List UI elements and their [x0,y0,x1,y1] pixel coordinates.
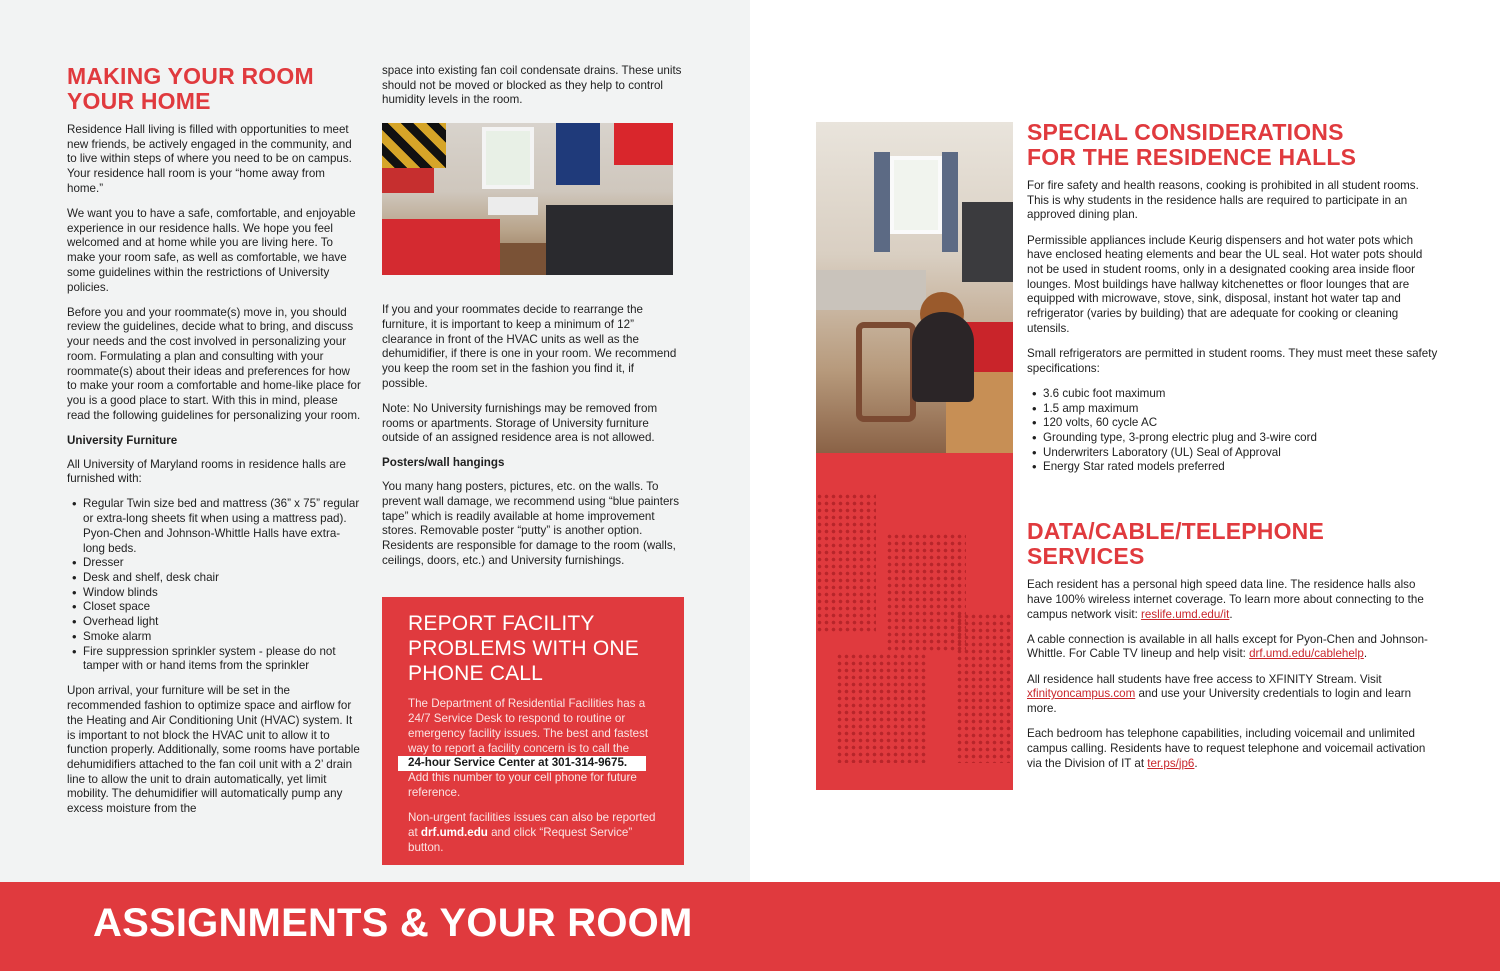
list-item: • Desk and shelf, desk chair [67,571,362,586]
appliances-paragraph: Permissible appliances include Keurig dispensers and hot water pots which have enclosed heating elements and bear the UL seal. Hot water pots should not be used in student rooms, only in a designated cooking area inside floor lounges. Most buildings have hallway kitchenettes or floor lounges that are equipped with microwave, stove, sink, disposal, instant hot water tap and refrigerator (varies by building) that are adequate for cooking or cleaning utensils. [1027,233,1423,335]
refrigerator-specs-list [1027,387,1439,475]
drf-link[interactable]: drf.umd.edu [420,826,488,840]
list-item: • Fire suppression sprinkler system - please do not tamper with or hand items from the sprinkler [67,645,362,674]
continued-paragraph: space into existing fan coil condensate drains. These units should not be moved or blocked as they help to control humidity levels in the room. [382,64,682,107]
refrigerator-paragraph: Small refrigerators are permitted in student rooms. They must meet these safety specifications: [1027,347,1438,375]
cablehelp-link[interactable]: drf.umd.edu/cablehelp [1249,647,1364,661]
non-urgent-paragraph: Non-urgent facilities issues can also be reported at drf.umd.edu and click “Request Service” button. [408,811,656,854]
reslife-link[interactable]: reslife.umd.edu/it [1141,607,1230,621]
list-item: • Window blinds [67,586,362,601]
student-room-photo [816,122,1013,453]
decorative-red-panel [816,453,1013,790]
section-title: ASSIGNMENTS & YOUR ROOM [93,901,693,945]
intro-paragraph: Residence Hall living is filled with opportunities to meet new friends, be actively engaged in the community, and to live within steps of where you need to be on campus. Your residence hall room is your “home away from home.” [67,123,352,195]
arrival-paragraph: Upon arrival, your furniture will be set in the recommended fashion to optimize space and airflow for the Heating and Air Conditioning Unit (HVAC) system. It is important to not block the HVAC unit to allow it to function properly. Additionally, some rooms have portable dehumidifiers attached to the fan coil unit with a 2’ drain line to allow the unit to drain automatically, yet limit mobility. The dehumidifier will automatically pump any excess moisture from the [67,684,360,816]
cable-paragraph: A cable connection is available in all halls except for Pyon-Chen and Johnson-Whittle. For Cable TV lineup and help visit: drf.umd.edu/cablehelp. [1027,632,1428,661]
service-desk-paragraph: The Department of Residential Facilities has a 24/7 Service Desk to respond to routine or emergency facility issues. The best and fastest way to report a facility concern is to call the 24-hour Service Center at 301-314-9675. Add this number to your cell phone for future reference. [408,697,658,800]
terps-link[interactable]: ter.ps/jp6 [1147,756,1195,770]
posters-paragraph: You many hang posters, pictures, etc. on the walls. To prevent wall damage, we recommend using “blue painters tape” which is readily available at home improvement stores. Removable poster “putty” is another option. Residents are responsible for damage to the room (walls, ceilings, doors, etc.) and University furnishings. [382,480,680,567]
list-item: • Grounding type, 3-prong electric plug and 3-wire cord [1027,431,1439,446]
telephone-paragraph: Each bedroom has telephone capabilities, including voicemail and unlimited campus calling. Residents have to request telephone and voicemail activation via the Division of IT at ter.ps/jp6. [1027,727,1426,770]
data-cable-title: DATA/CABLE/TELEPHONE SERVICES [1027,518,1325,569]
furniture-list [67,497,362,673]
making-room-title: MAKING YOUR ROOM YOUR HOME [67,63,314,114]
list-item: • Smoke alarm [67,630,362,645]
report-facility-box [382,597,684,865]
special-considerations-title: SPECIAL CONSIDERATIONS FOR THE RESIDENCE HALLS [1027,119,1357,170]
making-room-column [67,64,362,827]
cooking-paragraph: For fire safety and health reasons, cooking is prohibited in all student rooms. This is why students in the residence halls are required to participate in an approved dining plan. [1027,179,1419,222]
welcome-paragraph: We want you to have a safe, comfortable, and enjoyable experience in our residence halls. We hope you feel welcomed and at home while you are living here. To make your room safe, as well as comfortable, we have some guidelines within the restrictions of University policies. [67,207,356,294]
list-item: • Underwriters Laboratory (UL) Seal of Approval [1027,446,1439,461]
list-item: • Regular Twin size bed and mattress (36” x 75” regular or extra-long sheets fit when using a mattress pad). Pyon-Chen and Johnson-Whittle Halls have extra-long beds. [67,497,362,556]
list-item: • Energy Star rated models preferred [1027,460,1439,475]
list-item: • Dresser [67,556,362,571]
footer-band [0,882,1500,971]
service-center-phone: 24-hour Service Center at 301-314-9675. [398,756,646,771]
note-paragraph: Note: No University furnishings may be removed from rooms or apartments. Storage of University furniture outside of an assigned residence area is not allowed. [382,401,658,445]
special-considerations-column [1027,120,1439,782]
report-facility-title: REPORT FACILITY PROBLEMS WITH ONE PHONE CALL [408,612,639,685]
posters-heading: Posters/wall hangings [382,456,505,470]
rearrange-paragraph: If you and your roommates decide to rearrange the furniture, it is important to keep a minimum of 12” clearance in front of the HVAC units as well as the dehumidifier, if there is one in your room. We recommend you keep the room set in the fashion you find it, if possible. [382,303,677,390]
list-item: • 120 volts, 60 cycle AC [1027,416,1439,431]
planning-paragraph: Before you and your roommate(s) move in, you should review the guidelines, decide what to bring, and discuss your needs and the cost involved in personalizing your room. Formulating a plan and consulting with your roommate(s) about their ideas and preferences for how to make your room a comfortable and home-like place for you is a good place to start. With this in mind, please read the following guidelines for personalizing your room. [67,305,361,422]
xfinity-paragraph: All residence hall students have free access to XFINITY Stream. Visit xfinityoncampus.com and use your University credentials to login and learn more. [1027,672,1412,716]
furniture-intro: All University of Maryland rooms in residence halls are furnished with: [67,457,347,486]
list-item: • 1.5 amp maximum [1027,402,1439,417]
list-item: • Overhead light [67,615,362,630]
list-item: • Closet space [67,600,362,615]
xfinity-link[interactable]: xfinityoncampus.com [1027,687,1136,701]
data-line-paragraph: Each resident has a personal high speed data line. The residence halls also have 100% wireless internet coverage. To learn more about connecting to the campus network visit: reslife.umd.edu/it. [1027,578,1424,621]
furniture-heading: University Furniture [67,433,178,447]
list-item: • 3.6 cubic foot maximum [1027,387,1439,402]
furniture-guidelines-column [382,64,682,579]
dorm-room-photo [382,123,673,275]
